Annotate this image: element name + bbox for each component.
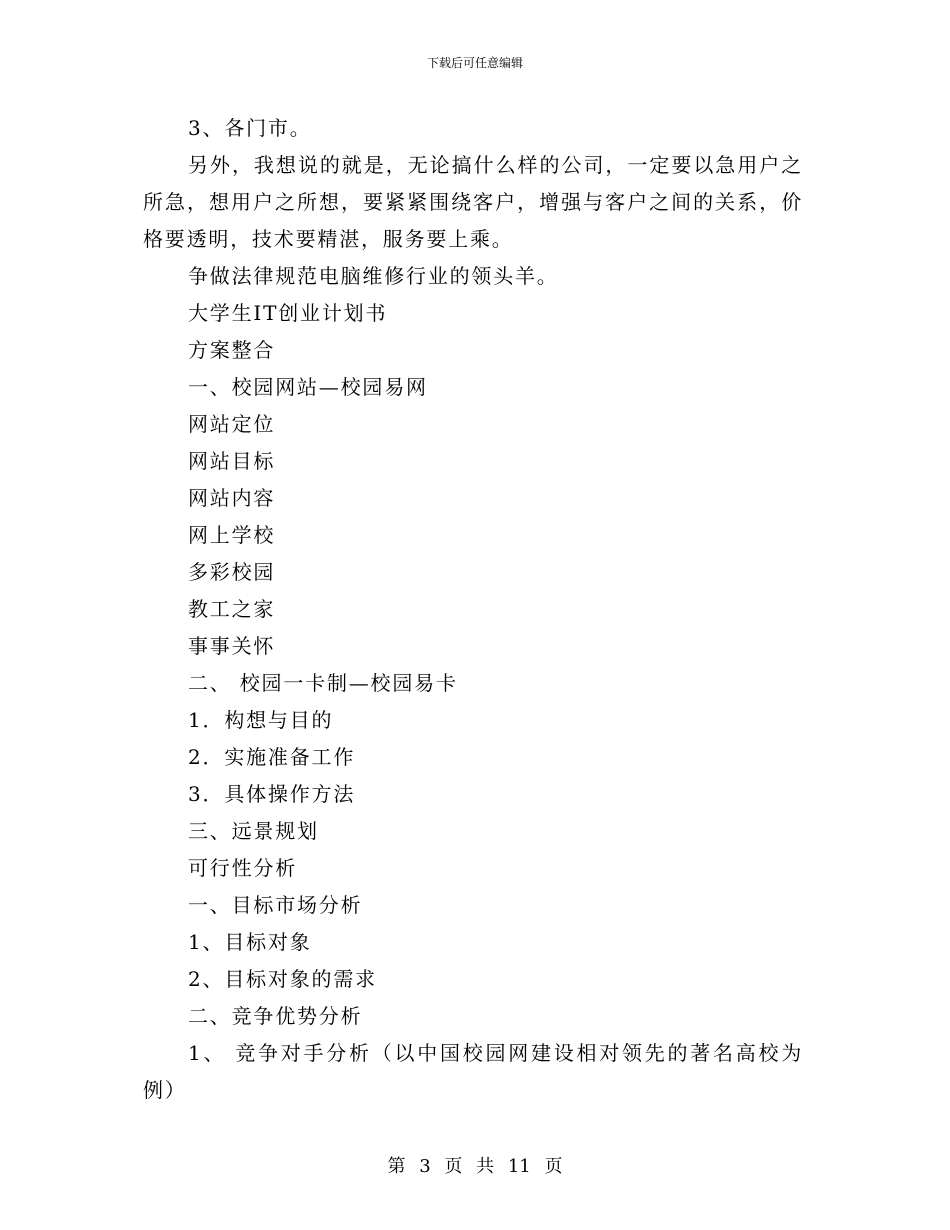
paragraph: 2．实施准备工作: [188, 745, 356, 769]
paragraph: 大学生IT创业计划书: [188, 301, 388, 325]
paragraph: 1、目标对象: [188, 930, 312, 954]
paragraph: 2、目标对象的需求: [188, 967, 377, 991]
paragraph: 争做法律规范电脑维修行业的领头羊。: [188, 264, 559, 288]
page-footer: 第 3 页 共 11 页: [387, 1156, 563, 1177]
paragraph: 二、 校园一卡制—校园易卡: [188, 671, 458, 695]
paragraph: 事事关怀: [188, 634, 276, 658]
document-body: [143, 110, 803, 1109]
paragraph: 教工之家: [188, 597, 276, 621]
paragraph: 网站内容: [188, 486, 276, 510]
paragraph: 网上学校: [188, 523, 276, 547]
paragraph: 二、竞争优势分析: [188, 1004, 363, 1028]
paragraph: 1、 竞争对手分析（以中国校园网建设相对领先的著名高校为例）: [143, 1041, 803, 1102]
page-header: 下载后可任意编辑: [426, 56, 523, 70]
paragraph: 网站定位: [188, 412, 276, 436]
paragraph: 方案整合: [188, 338, 276, 362]
paragraph: 另外，我想说的就是，无论搞什么样的公司，一定要以急用户之所急，想用户之所想，要紧紧围绕客户，增强与客户之间的关系，价格要透明，技术要精湛，服务要上乘。: [143, 153, 803, 251]
paragraph: 三、远景规划: [188, 819, 319, 843]
paragraph: 3、各门市。: [188, 116, 312, 140]
paragraph: 一、目标市场分析: [188, 893, 363, 917]
paragraph: 可行性分析: [188, 856, 297, 880]
paragraph: 3．具体操作方法: [188, 782, 356, 806]
paragraph: 一、校园网站—校园易网: [188, 375, 428, 399]
paragraph: 多彩校园: [188, 560, 276, 584]
paragraph: 网站目标: [188, 449, 276, 473]
paragraph: 1．构想与目的: [188, 708, 334, 732]
